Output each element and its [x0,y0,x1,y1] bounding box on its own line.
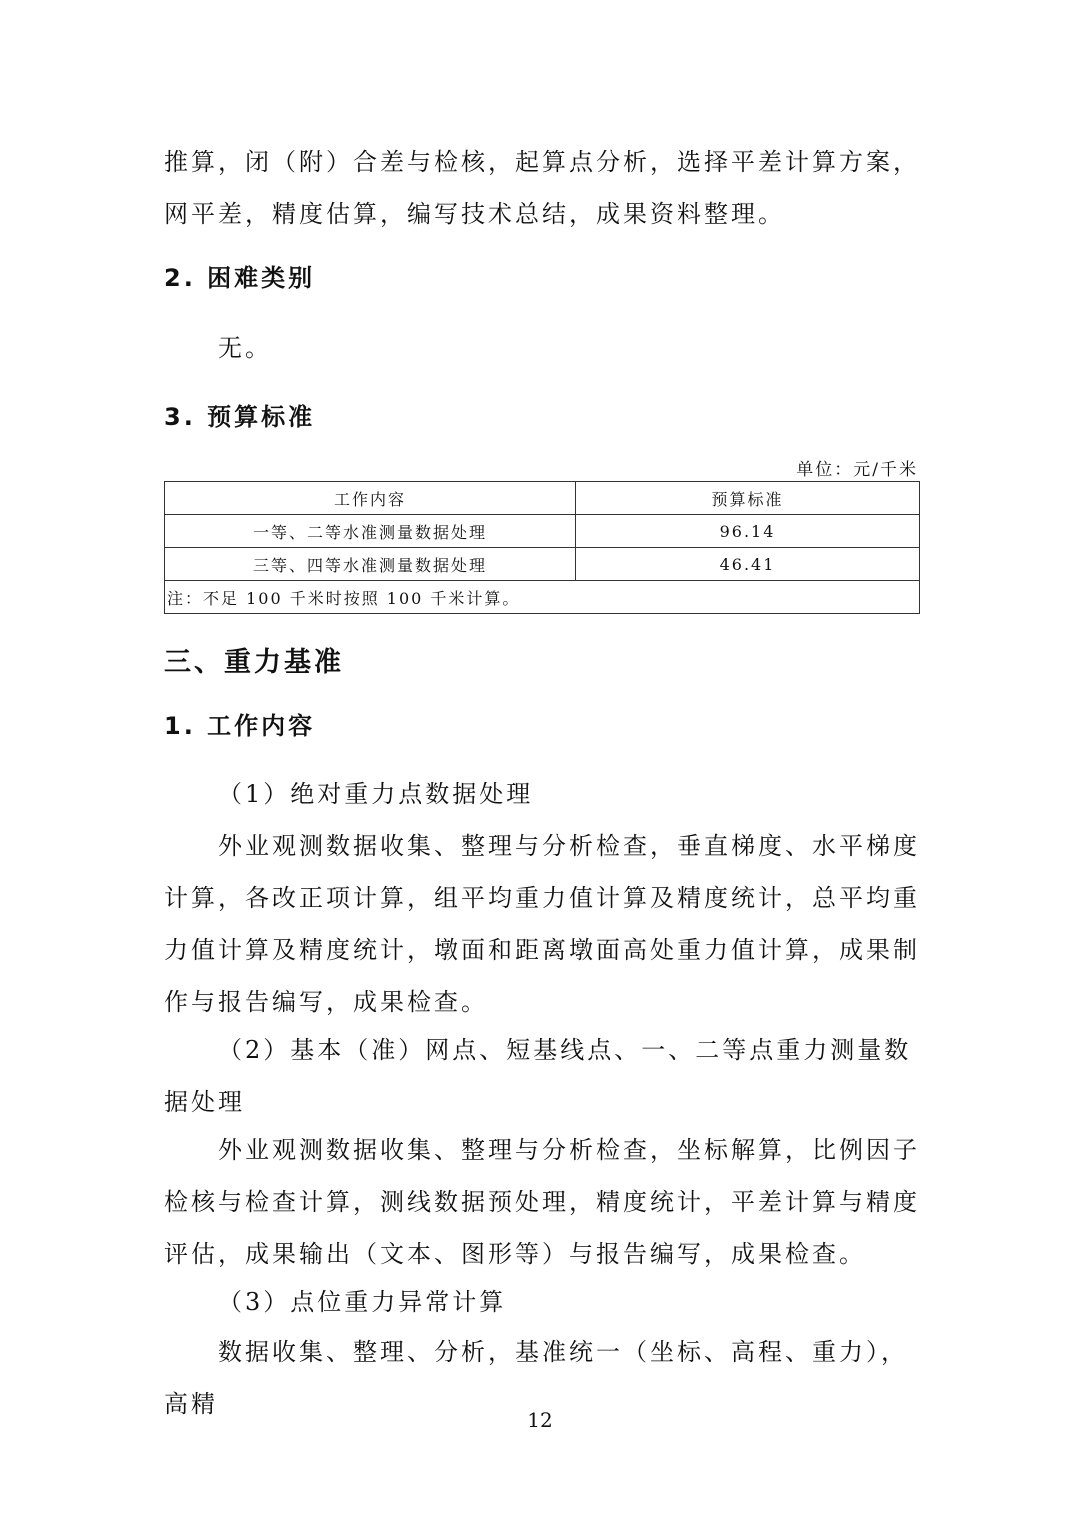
table-cell: 46.41 [576,548,920,581]
paragraph-top: 推算，闭（附）合差与检核，起算点分析，选择平差计算方案，网平差，精度估算，编写技术总结，成果资料整理。 [164,148,920,228]
table-row [165,548,920,581]
page-number: 12 [527,1408,553,1432]
item2-title: （2）基本（准）网点、短基线点、一、二等点重力测量数据处理 [164,1036,912,1116]
difficulty-text: 无。 [218,334,272,362]
item1-text: 外业观测数据收集、整理与分析检查，垂直梯度、水平梯度计算，各改正项计算，组平均重力值计算及精度统计，总平均重力值计算及精度统计，墩面和距离墩面高处重力值计算，成果制作与报告编写，成果检查。 [164,832,920,1016]
table-row [165,515,920,548]
section-title: 三、重力基准 [164,647,344,678]
table-header-cell: 预算标准 [576,482,920,515]
table-note-row [165,581,920,614]
table-cell: 一等、二等水准测量数据处理 [165,515,576,548]
item1-title: （1）绝对重力点数据处理 [218,780,534,808]
table-note: 注：不足 100 千米时按照 100 千米计算。 [165,581,920,614]
item3-title: （3）点位重力异常计算 [218,1288,507,1316]
unit-label: 单位：元/千米 [796,460,918,480]
heading-difficulty: 2. 困难类别 [164,264,316,292]
item2-text: 外业观测数据收集、整理与分析检查，坐标解算，比例因子检核与检查计算，测线数据预处理，精度统计，平差计算与精度评估，成果输出（文本、图形等）与报告编写，成果检查。 [164,1136,920,1268]
heading-budget: 3. 预算标准 [164,403,316,431]
table-cell: 96.14 [576,515,920,548]
item3-text: 数据收集、整理、分析，基准统一（坐标、高程、重力），高精 [164,1338,908,1418]
table-cell: 三等、四等水准测量数据处理 [165,548,576,581]
heading-work-content: 1. 工作内容 [164,712,316,740]
budget-table [164,481,920,614]
table-header-row [165,482,920,515]
table-header-cell: 工作内容 [165,482,576,515]
